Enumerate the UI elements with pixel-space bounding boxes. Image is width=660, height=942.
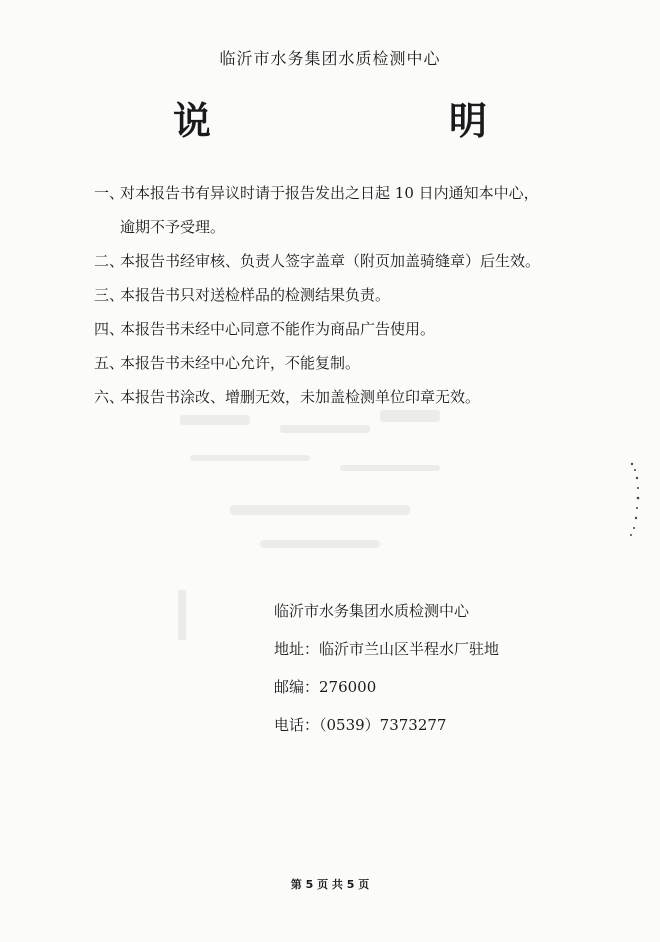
page-number-footer: 第 5 页 共 5 页 xyxy=(290,878,370,891)
note-item-2 xyxy=(94,251,574,271)
contact-org-name: 临沂市水务集团水质检测中心 xyxy=(274,602,470,620)
note-marker: 六、 xyxy=(94,388,125,406)
document-title: 说 明 xyxy=(172,98,587,143)
note-item-5 xyxy=(94,353,574,373)
note-text-continuation: 逾期不予受理。 xyxy=(120,218,226,236)
note-text: 本报告书未经中心同意不能作为商品广告使用。 xyxy=(120,320,436,338)
scan-artifact xyxy=(176,590,190,640)
contact-block xyxy=(274,601,604,753)
note-marker: 一、 xyxy=(94,184,125,202)
note-item-1 xyxy=(94,183,574,237)
note-text: 本报告书涂改、增删无效，未加盖检测单位印章无效。 xyxy=(120,388,481,406)
faded-stamp-artifact xyxy=(170,395,470,565)
org-header: 临沂市水务集团水质检测中心 xyxy=(219,49,441,68)
note-item-3 xyxy=(94,285,574,305)
note-text: 本报告书只对送检样品的检测结果负责。 xyxy=(120,286,391,304)
note-marker: 二、 xyxy=(94,252,125,270)
note-text: 本报告书经审核、负责人签字盖章（附页加盖骑缝章）后生效。 xyxy=(120,252,541,270)
notes-list xyxy=(94,183,574,421)
contact-address: 地址：临沂市兰山区半程水厂驻地 xyxy=(274,640,500,658)
note-marker: 三、 xyxy=(94,286,125,304)
note-text xyxy=(120,183,574,237)
contact-phone: 电话：（0539）7373277 xyxy=(274,716,447,734)
note-text: 本报告书未经中心允许，不能复制。 xyxy=(120,354,361,372)
note-marker: 五、 xyxy=(94,354,125,372)
seam-stamp-edge xyxy=(626,458,642,538)
contact-postcode: 邮编：276000 xyxy=(274,678,377,696)
note-item-4 xyxy=(94,319,574,339)
note-marker: 四、 xyxy=(94,320,125,338)
note-text-line: 对本报告书有异议时请于报告发出之日起 10 日内通知本中心， xyxy=(120,184,539,202)
